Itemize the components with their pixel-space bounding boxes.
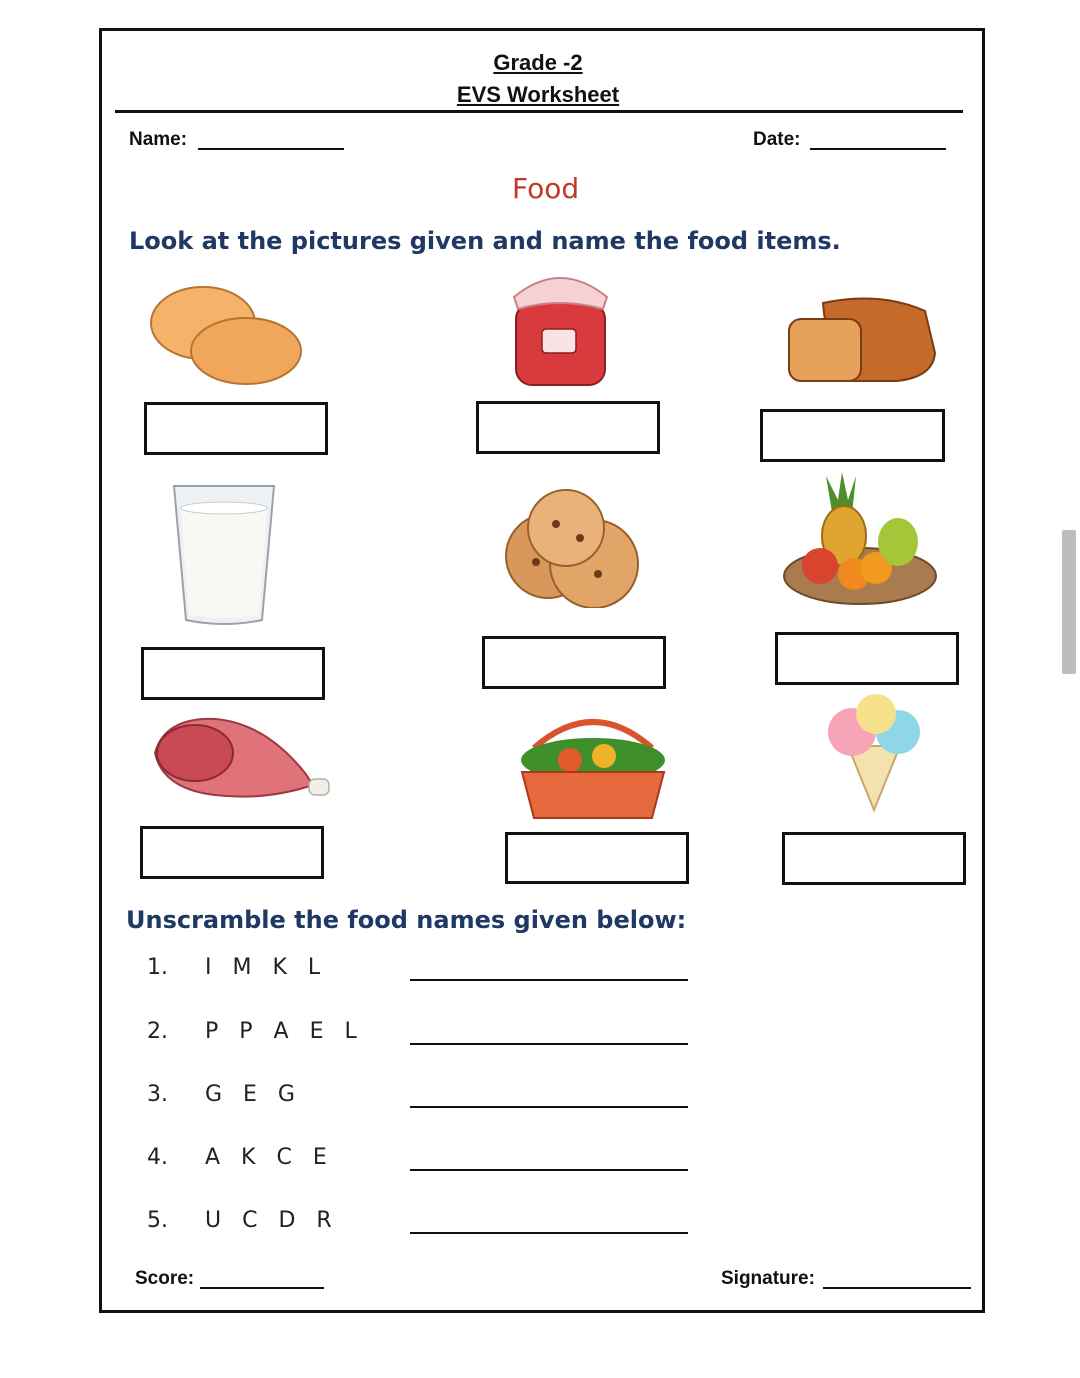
date-blank[interactable]: [810, 148, 946, 150]
scrambled-word: A K C E: [205, 1145, 334, 1170]
signature-label: Signature:: [721, 1268, 815, 1289]
score-blank[interactable]: [200, 1287, 324, 1289]
answer-line[interactable]: [410, 1106, 688, 1108]
item-number: 1.: [147, 955, 168, 980]
answer-box-5[interactable]: [482, 636, 666, 689]
answer-line[interactable]: [410, 1232, 688, 1234]
section2-instruction: Unscramble the food names given below:: [126, 906, 687, 934]
scrambled-word: P P A E L: [205, 1019, 364, 1044]
meat-leg-icon: [145, 713, 333, 803]
answer-line[interactable]: [410, 1169, 688, 1171]
score-label: Score:: [135, 1268, 195, 1289]
scrollbar-thumb[interactable]: [1062, 530, 1076, 674]
answer-box-6[interactable]: [775, 632, 959, 685]
scrambled-word: G E G: [205, 1082, 302, 1107]
header-rule: [115, 110, 963, 113]
subject-heading: EVS Worksheet: [456, 82, 620, 107]
date-label: Date:: [753, 129, 801, 150]
item-number: 3.: [147, 1082, 168, 1107]
topic-title: Food: [512, 172, 580, 205]
answer-line[interactable]: [410, 1043, 688, 1045]
name-blank[interactable]: [198, 148, 344, 150]
bread-loaf-icon: [785, 293, 937, 385]
signature-blank[interactable]: [823, 1287, 971, 1289]
scrambled-word: I M K L: [205, 955, 328, 980]
ice-cream-cone-icon: [826, 690, 922, 812]
answer-line[interactable]: [410, 979, 688, 981]
fruit-plate-icon: [782, 472, 938, 608]
item-number: 4.: [147, 1145, 168, 1170]
milk-glass-icon: [170, 480, 278, 628]
name-label: Name:: [129, 129, 188, 150]
answer-box-1[interactable]: [144, 402, 328, 455]
eggs-icon: [146, 283, 311, 388]
answer-box-8[interactable]: [505, 832, 689, 884]
scrambled-word: U C D R: [205, 1208, 339, 1233]
item-number: 2.: [147, 1019, 168, 1044]
grade-heading: Grade -2: [493, 50, 583, 75]
jam-jar-icon: [508, 263, 613, 388]
cookies-icon: [498, 488, 644, 608]
answer-box-9[interactable]: [782, 832, 966, 885]
section1-instruction: Look at the pictures given and name the food items.: [129, 227, 841, 255]
answer-box-3[interactable]: [760, 409, 945, 462]
answer-box-2[interactable]: [476, 401, 660, 454]
vegetable-basket-icon: [512, 708, 674, 822]
answer-box-4[interactable]: [141, 647, 325, 700]
item-number: 5.: [147, 1208, 168, 1233]
answer-box-7[interactable]: [140, 826, 324, 879]
